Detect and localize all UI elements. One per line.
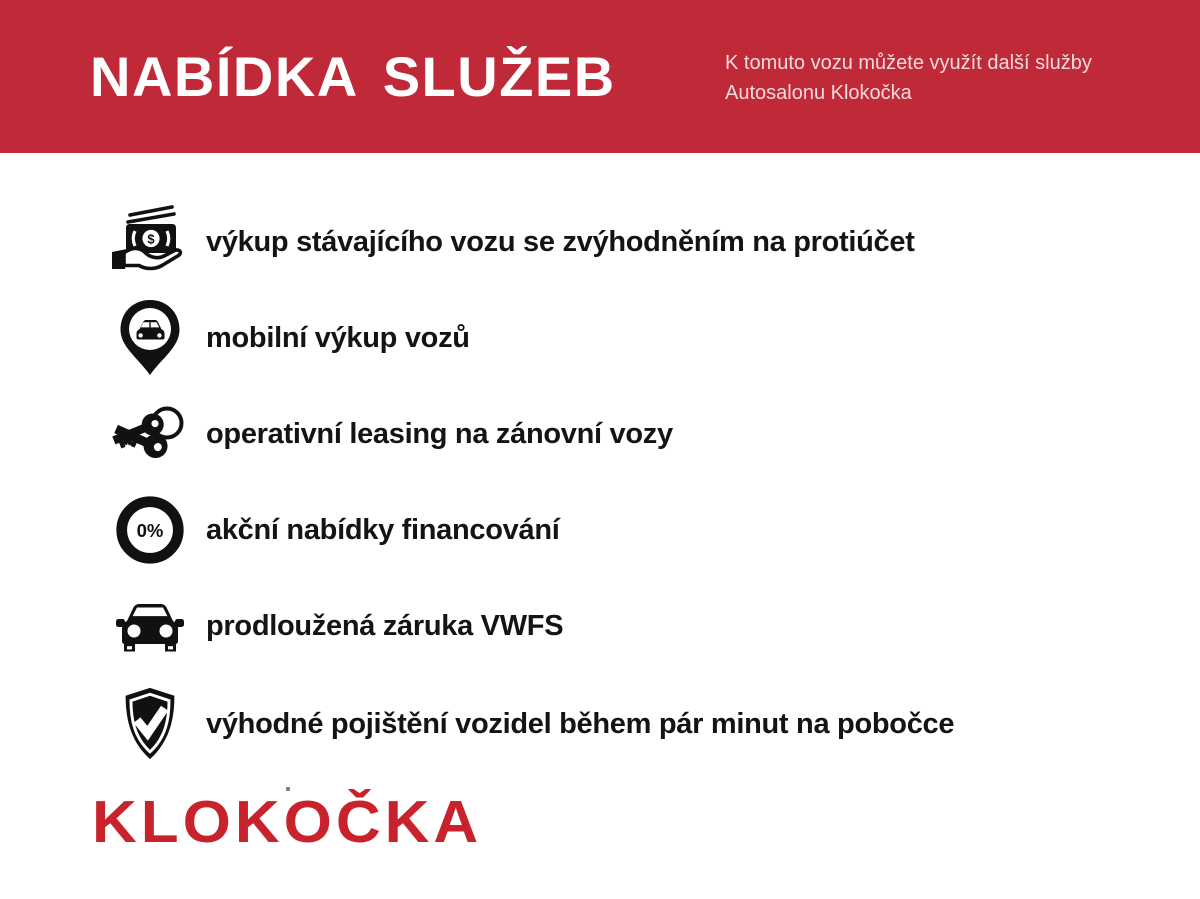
klokocka-logo: KLOKOČKA <box>92 789 483 856</box>
service-item-insurance <box>104 676 954 772</box>
service-label: akční nabídky financování <box>206 513 560 546</box>
car-keys-icon <box>104 386 196 482</box>
car-location-pin-icon <box>104 290 196 386</box>
svg-text:$: $ <box>147 231 155 247</box>
header-banner <box>0 0 1200 153</box>
service-label: výkup stávajícího vozu se zvýhodněním na protiúčet <box>206 225 915 258</box>
shield-check-icon <box>104 676 196 772</box>
service-item-leasing <box>104 386 673 482</box>
service-item-financing <box>104 482 560 578</box>
header-subtitle <box>725 48 1092 108</box>
service-item-mobile-buyout <box>104 290 470 386</box>
service-item-trade-in <box>104 194 915 290</box>
zero-percent-icon <box>104 482 196 578</box>
zero-percent-text: 0% <box>136 519 164 541</box>
service-label: operativní leasing na zánovní vozy <box>206 417 673 450</box>
header-subtitle-line2: Autosalonu Klokočka <box>725 82 912 104</box>
service-label: prodloužená záruka VWFS <box>206 609 564 642</box>
cash-in-hand-icon <box>104 194 196 290</box>
car-front-icon <box>104 578 196 674</box>
service-label: výhodné pojištění vozidel během pár minut na pobočce <box>206 707 955 740</box>
service-label: mobilní výkup vozů <box>206 321 470 354</box>
header-subtitle-line1: K tomuto vozu můžete využít další služby <box>725 52 1092 74</box>
service-item-warranty <box>104 578 563 674</box>
page-title: NABÍDKA SLUŽEB <box>90 45 616 108</box>
